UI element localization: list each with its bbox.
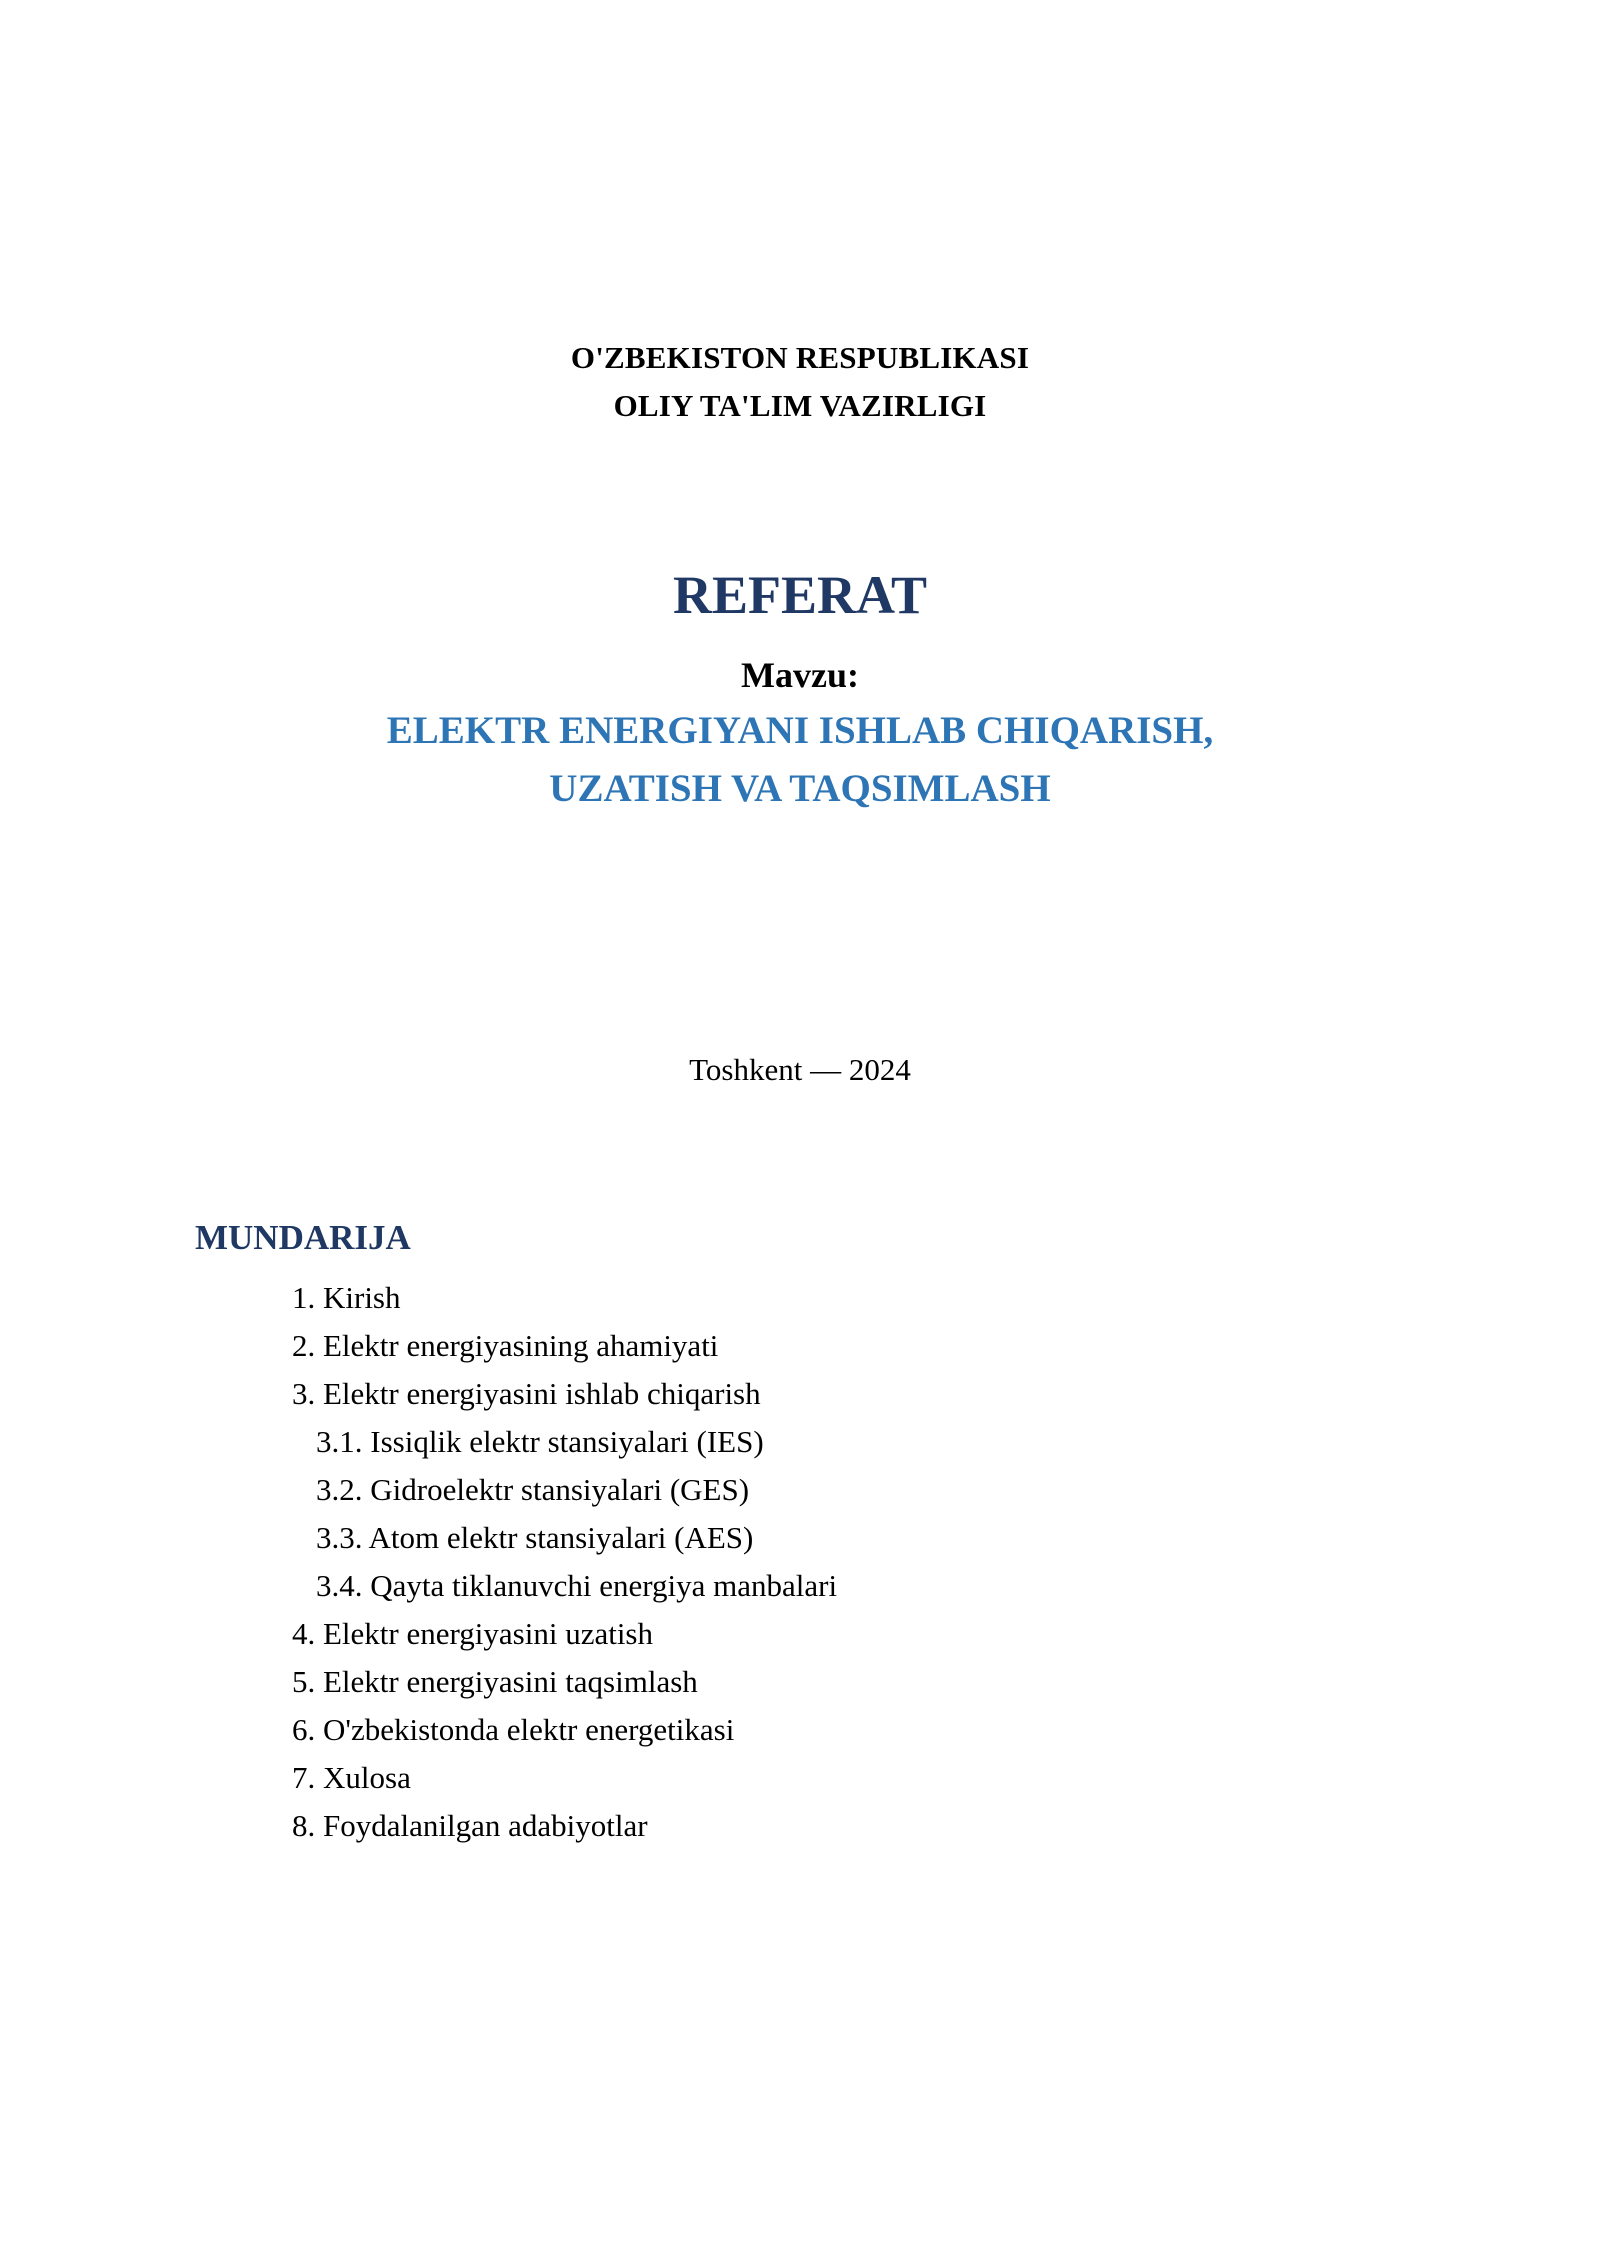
document-type-title: REFERAT	[672, 565, 928, 625]
toc-item: 2. Elektr energiyasining ahamiyati	[292, 1328, 719, 1363]
toc-subitem: 3.1. Issiqlik elektr stansiyalari (IES)	[316, 1424, 764, 1459]
toc-item: 1. Kirish	[292, 1280, 401, 1315]
toc-item: 4. Elektr energiyasini uzatish	[292, 1616, 653, 1651]
subject-title-line-2: UZATISH VA TAQSIMLASH	[549, 767, 1051, 810]
ministry-line-1: O'ZBEKISTON RESPUBLIKASI	[570, 340, 1030, 375]
toc-subitem: 3.4. Qayta tiklanuvchi energiya manbalari	[316, 1568, 838, 1603]
toc-subitem: 3.3. Atom elektr stansiyalari (AES)	[316, 1520, 754, 1555]
toc-item: 6. O'zbekistonda elektr energetikasi	[292, 1712, 735, 1747]
table-of-contents-heading: MUNDARIJA	[195, 1218, 411, 1257]
toc-item: 8. Foydalanilgan adabiyotlar	[292, 1808, 648, 1843]
toc-item: 5. Elektr energiyasini taqsimlash	[292, 1664, 698, 1699]
toc-item: 3. Elektr energiyasini ishlab chiqarish	[292, 1376, 761, 1411]
place-and-year: Toshkent — 2024	[689, 1052, 911, 1087]
ministry-line-2: OLIY TA'LIM VAZIRLIGI	[613, 388, 987, 423]
toc-item: 7. Xulosa	[292, 1760, 411, 1795]
subject-title-line-1: ELEKTR ENERGIYANI ISHLAB CHIQARISH,	[386, 709, 1214, 752]
toc-subitem: 3.2. Gidroelektr stansiyalari (GES)	[316, 1472, 750, 1507]
subject-label: Mavzu:	[741, 655, 859, 695]
